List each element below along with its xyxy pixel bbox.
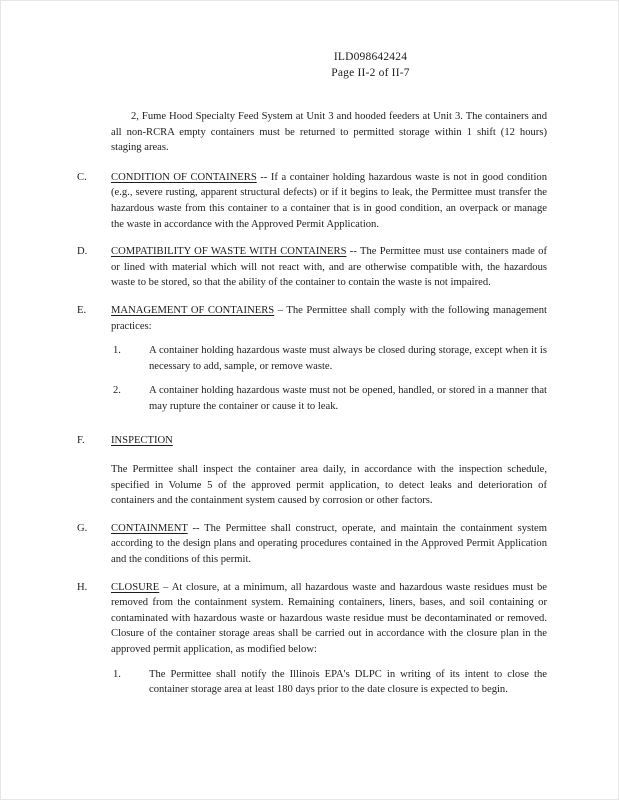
section-d-body: The Permittee must use containers made of or lined with material which will not react with, and are otherwise compatible with, the hazardous waste to be stored, so that the ability of the container to contain the waste is not impaired. <box>111 246 547 289</box>
permit-id: ILD098642424 <box>333 51 408 63</box>
section-d-label: D. <box>77 246 88 258</box>
section-h-separator: – <box>159 581 172 593</box>
section-c-heading: CONDITION OF CONTAINERS <box>111 171 257 183</box>
section-e-subitem-2-text: A container holding hazardous waste must not be opened, handled, or stored in a manner that may rupture the container or cause it to leak. <box>149 385 547 412</box>
section-e-subitem-2 <box>113 383 547 414</box>
section-f-label: F. <box>77 434 85 446</box>
section-e-text <box>111 303 547 334</box>
section-f-heading: INSPECTION <box>111 434 173 446</box>
section-g-body: The Permittee shall construct, operate, and maintain the containment system according to the design plans and operating procedures contained in the Approved Permit Application and the conditions of this permit. <box>111 522 547 566</box>
lead-paragraph: 2, Fume Hood Specialty Feed System at Unit 3 and hooded feeders at Unit 3. The containers and all non-RCRA empty containers must be returned to permitted storage within 1 shift (12 hours) staging areas. <box>111 111 547 154</box>
section-g <box>77 521 547 568</box>
section-g-heading: CONTAINMENT <box>111 522 188 534</box>
section-h-subitem-1-text: The Permittee shall notify the Illinois EPA's DLPC in writing of its intent to close the container storage area at least 180 days prior to the date closure is expected to begin. <box>149 668 547 696</box>
section-d-text <box>111 244 547 291</box>
section-e-body: The Permittee shall comply with the following management practices: <box>111 304 548 332</box>
section-h-label: H. <box>77 581 88 593</box>
section-e-heading: MANAGEMENT OF CONTAINERS <box>111 304 275 316</box>
page-number: Page II-2 of II-7 <box>331 67 410 79</box>
section-d-heading: COMPATIBILITY OF WASTE WITH CONTAINERS <box>111 246 347 258</box>
section-h-subitem-1-label: 1. <box>113 668 121 680</box>
section-h-heading: CLOSURE <box>111 581 160 593</box>
section-f <box>77 433 547 449</box>
section-f-paragraph: The Permittee shall inspect the container area daily, in accordance with the inspection schedule, specified in Volume 5 of the approved permit application, to detect leaks and deterioration of containers and the containment system caused by corrosion or other factors. <box>111 464 547 507</box>
section-c-body: If a container holding hazardous waste is not in good condition (e.g., severe rusting, apparent structural defects) or if it begins to leak, the Permittee must transfer the hazardous waste from this container to a container that is in good condition, an overpack or manage the waste in accordance with the Approved Permit Application. <box>111 171 547 230</box>
section-g-label: G. <box>77 522 88 534</box>
section-c <box>77 170 547 232</box>
section-h-text <box>111 580 547 658</box>
section-e-label: E. <box>77 304 87 316</box>
section-g-separator: -- <box>187 522 205 534</box>
document-body <box>77 109 547 707</box>
section-e-subitem-1-text: A container holding hazardous waste must always be closed during storage, except when it is necessary to add, sample, or remove waste. <box>149 345 547 372</box>
section-c-label: C. <box>77 171 87 183</box>
section-e-subitem-2-label: 2. <box>113 385 121 397</box>
section-h-subitem-1 <box>113 667 547 698</box>
section-e-separator: – <box>274 304 287 316</box>
page-content <box>1 1 619 800</box>
document-header <box>1 49 619 81</box>
section-f-text <box>111 433 547 449</box>
section-h <box>77 580 547 658</box>
section-c-separator: -- <box>256 171 271 183</box>
section-c-text <box>111 170 547 232</box>
section-g-text <box>111 521 547 568</box>
section-d <box>77 244 547 291</box>
section-e-subitem-1 <box>113 343 547 374</box>
section-d-separator: -- <box>346 246 360 258</box>
section-e-subitem-1-label: 1. <box>113 345 121 357</box>
section-e <box>77 303 547 334</box>
section-h-body: At closure, at a minimum, all hazardous waste and hazardous waste residues must be removed from the containment system. Remaining containers, liners, bases, and soil containing or contaminated with hazardous waste or hazardous waste residue must be decontaminated or removed. Closure of the container storage areas shall be carried out in accordance with the closure plan in the approved permit application, as modified below: <box>111 581 547 656</box>
